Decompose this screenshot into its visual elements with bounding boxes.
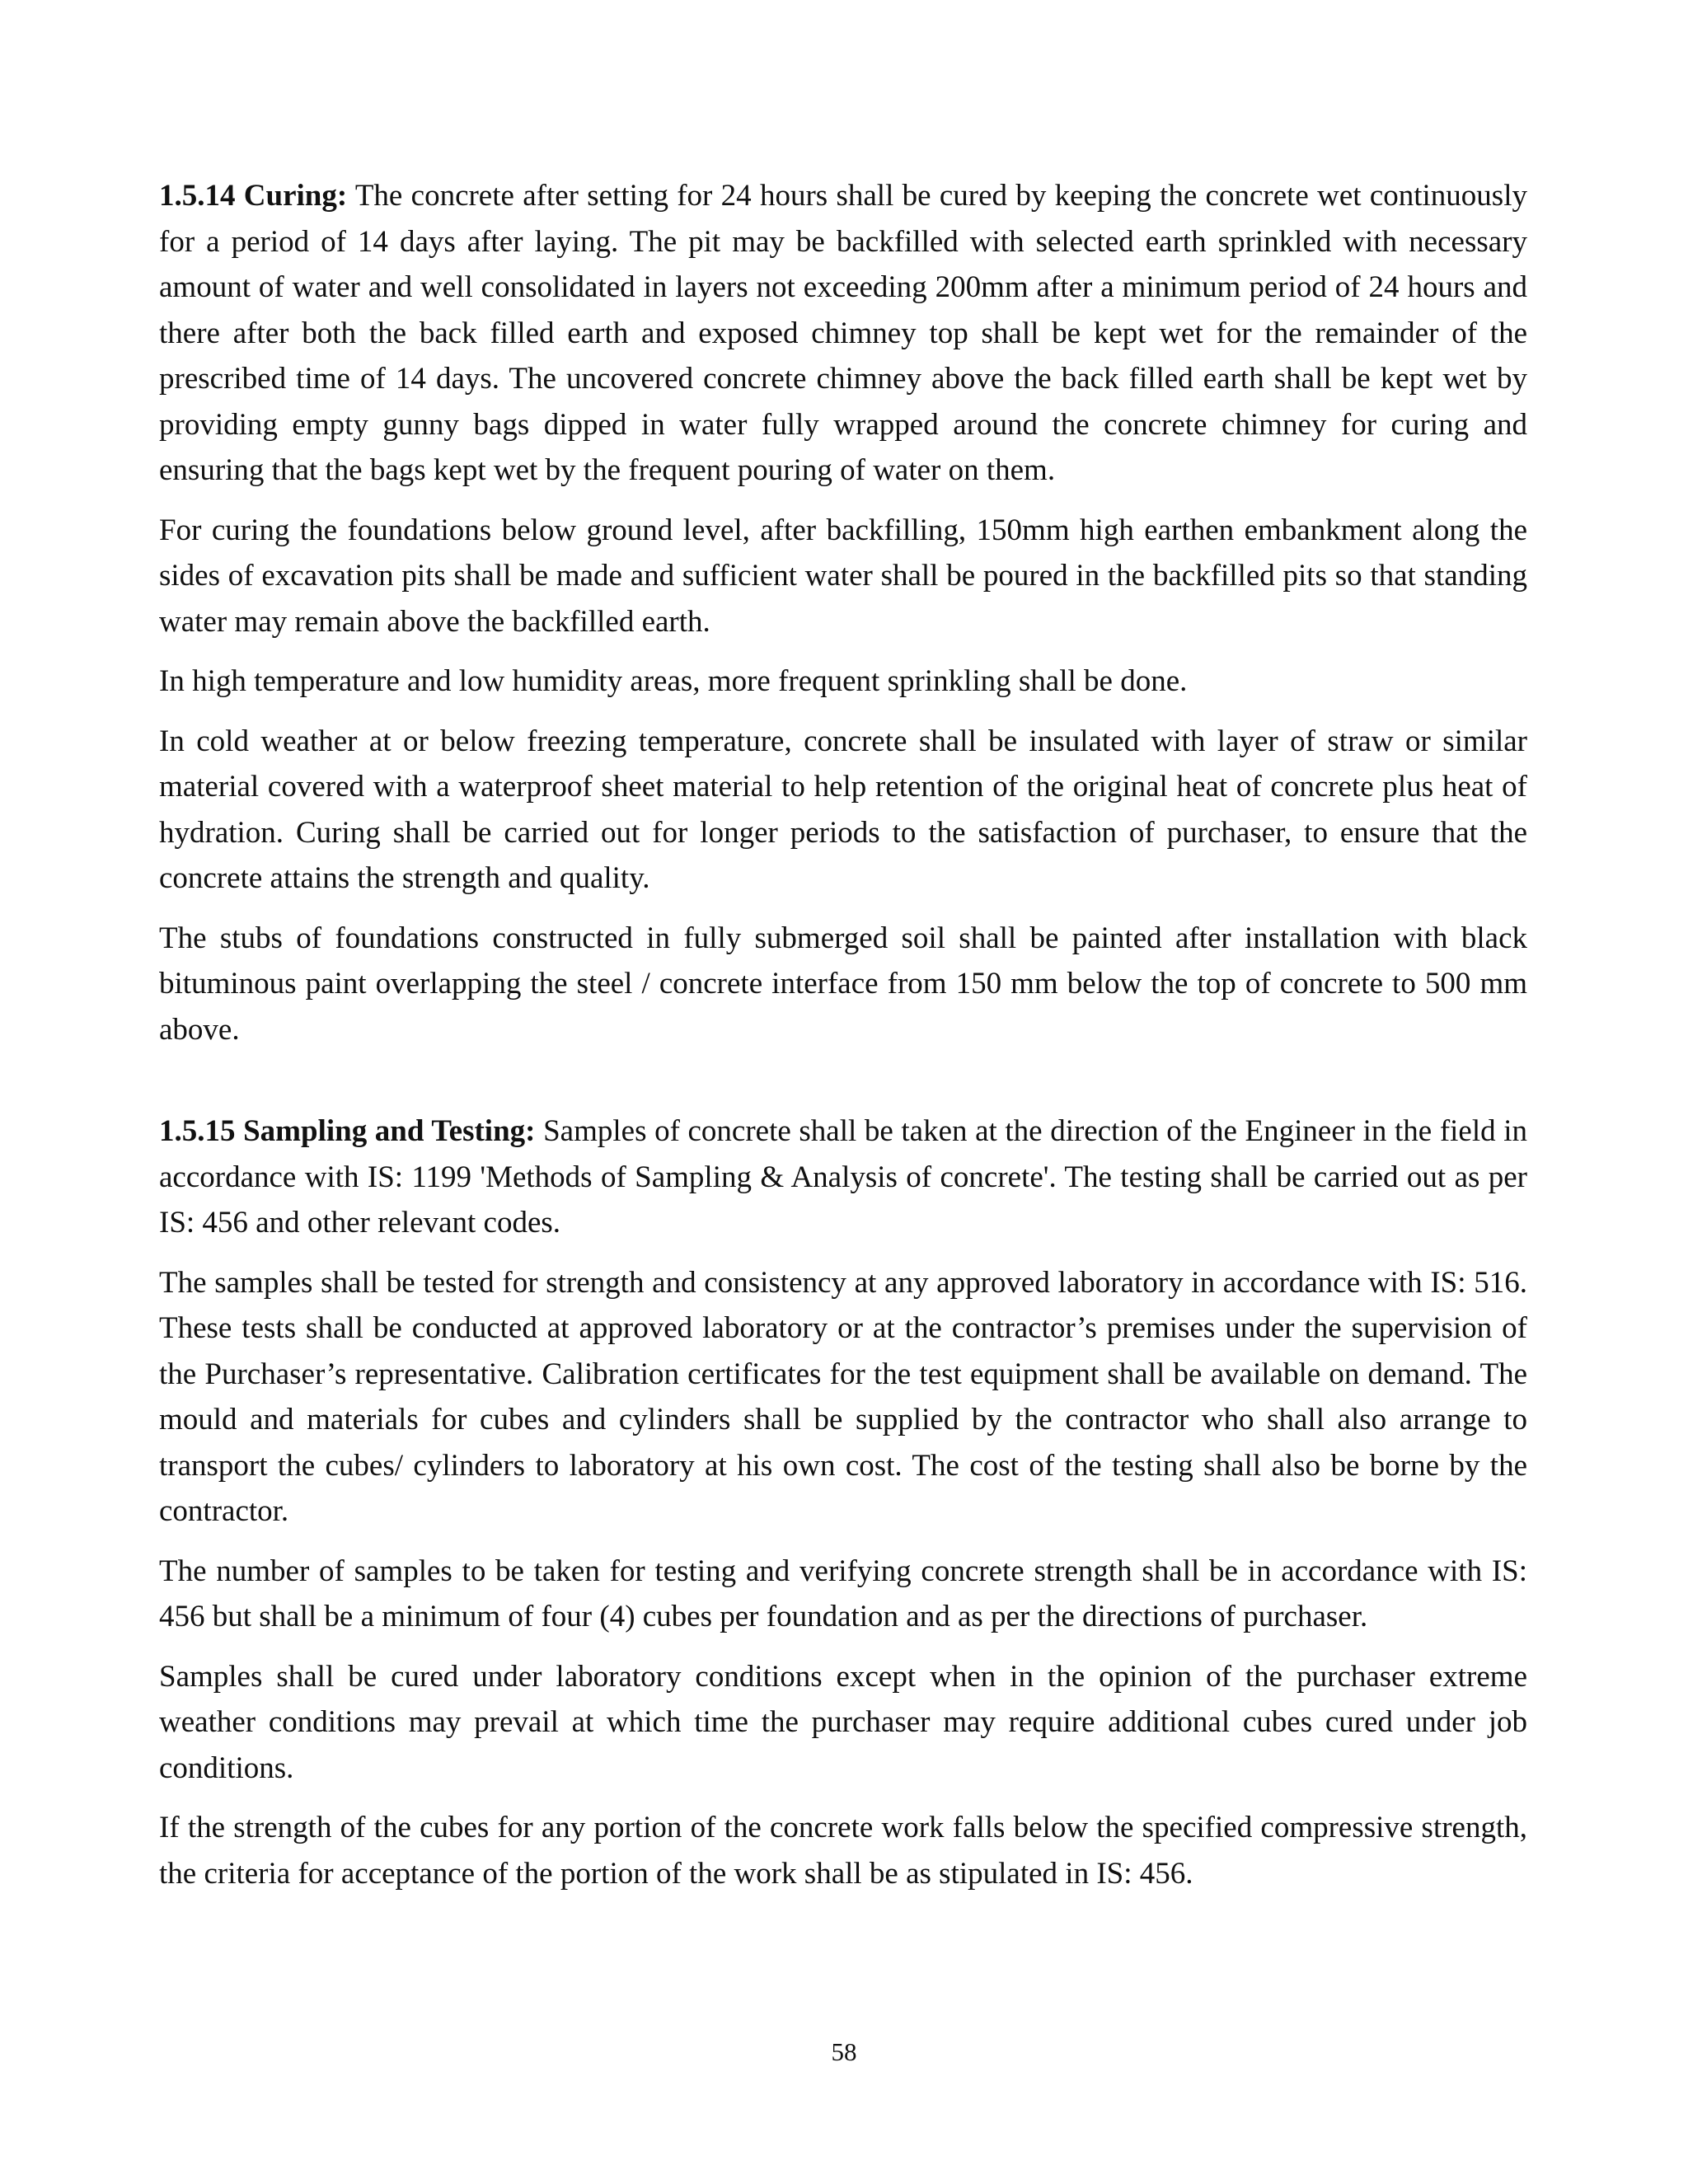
section-curing <box>159 173 1527 1052</box>
paragraph: The stubs of foundations constructed in fully submerged soil shall be painted after installation with black bituminous paint overlapping the steel / concrete interface from 150 mm below the top of concrete to 500 mm above. <box>159 921 1527 1047</box>
paragraph-text: Samples of concrete shall be taken at the direction of the Engineer in the field in accordance with IS: 1199 'Methods of Sampling & Analysis of concrete'. The testing shall be carried out as per IS: 456 and other relevant codes. <box>159 1114 1528 1240</box>
section-heading: 1.5.15 Sampling and Testing: <box>159 1114 536 1148</box>
page-number: 58 <box>831 2037 857 2066</box>
paragraph: The samples shall be tested for strength and consistency at any approved laboratory in accordance with IS: 516. These tests shall be conducted at approved laboratory or at the contractor’s premises under the supervision of the Purchaser’s representative. Calibration certificates for the test equipment shall be available on demand. The mould and materials for cubes and cylinders shall be supplied by the contractor who shall also arrange to transport the cubes/ cylinders to laboratory at his own cost. The cost of the testing shall also be borne by the contractor. <box>159 1265 1527 1528</box>
paragraph <box>159 173 1527 494</box>
paragraph <box>159 1108 1527 1246</box>
paragraph: In high temperature and low humidity areas, more frequent sprinkling shall be done. <box>159 664 1188 698</box>
paragraph-text: The concrete after setting for 24 hours shall be cured by keeping the concrete wet continuously for a period of 14 days after laying. The pit may be backfilled with selected earth sprinkled with necessary amount of water and well consolidated in layers not exceeding 200mm after a minimum period of 24 hours and there after both the back filled earth and exposed chimney top shall be kept wet for the remainder of the prescribed time of 14 days. The uncovered concrete chimney above the back filled earth shall be kept wet by providing empty gunny bags dipped in water fully wrapped around the concrete chimney for curing and ensuring that the bags kept wet by the frequent pouring of water on them. <box>159 179 1527 487</box>
paragraph: If the strength of the cubes for any portion of the concrete work falls below the specified compressive strength, the criteria for acceptance of the portion of the work shall be as stipulated in IS: 456. <box>159 1811 1527 1891</box>
paragraph: The number of samples to be taken for testing and verifying concrete strength shall be in accordance with IS: 456 but shall be a minimum of four (4) cubes per foundation and as per the directions of purchaser. <box>159 1554 1527 1633</box>
paragraph: For curing the foundations below ground level, after backfilling, 150mm high earthen embankment along the sides of excavation pits shall be made and sufficient water shall be poured in the backfilled pits so that standing water may remain above the backfilled earth. <box>159 513 1527 639</box>
section-sampling-and-testing <box>159 1108 1527 1896</box>
paragraph: In cold weather at or below freezing temperature, concrete shall be insulated with layer of straw or similar material covered with a waterproof sheet material to help retention of the original heat of concrete plus heat of hydration. Curing shall be carried out for longer periods to the satisfaction of purchaser, to ensure that the concrete attains the strength and quality. <box>159 724 1527 895</box>
section-heading: 1.5.14 Curing: <box>159 179 348 213</box>
paragraph: Samples shall be cured under laboratory conditions except when in the opinion of the purchaser extreme weather conditions may prevail at which time the purchaser may require additional cubes cured under job conditions. <box>159 1659 1527 1785</box>
document-body <box>159 173 1527 1910</box>
